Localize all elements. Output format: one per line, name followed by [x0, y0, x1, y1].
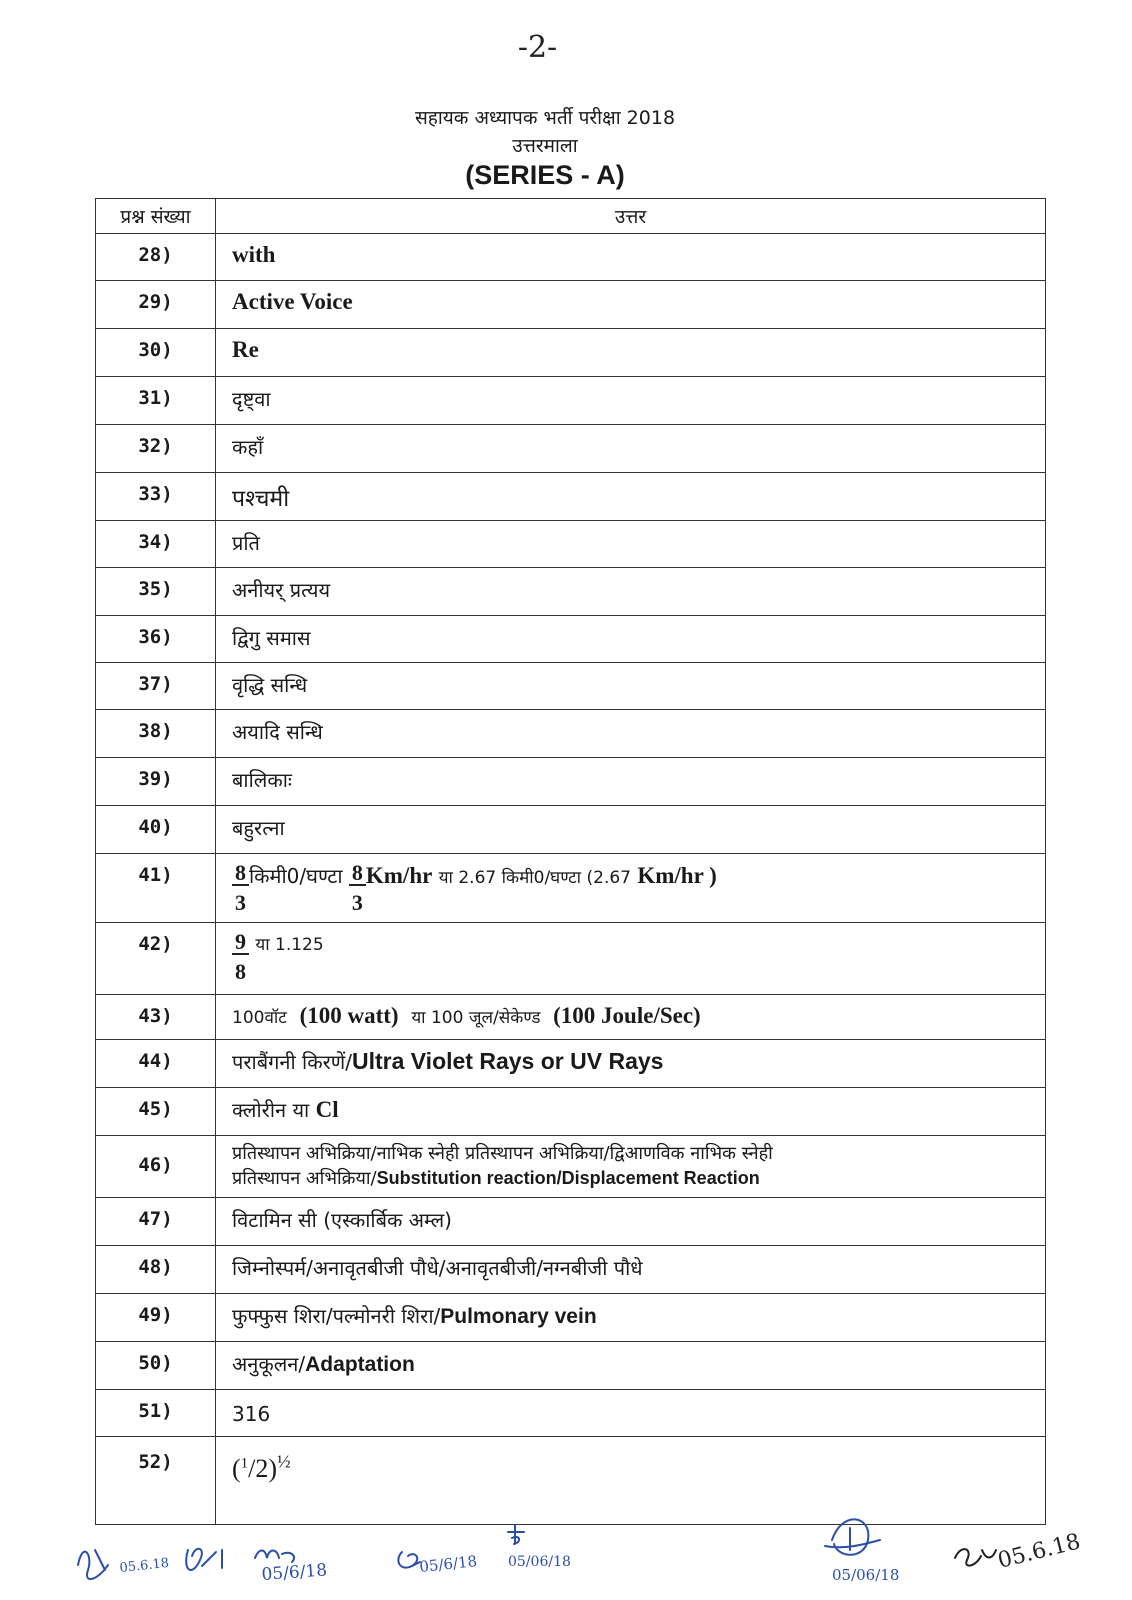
answer-text: विटामिन सी (एस्कार्बिक अम्ल) — [216, 1198, 1046, 1246]
answer-text-en: Substitution reaction/Displacement Reaction — [376, 1168, 760, 1189]
question-number: 40) — [96, 806, 216, 854]
question-number: 45) — [96, 1088, 216, 1136]
answer-text-en: Pulmonary vein — [440, 1305, 597, 1328]
question-number: 48) — [96, 1246, 216, 1294]
answer-cell — [216, 995, 1046, 1040]
answer-text: अयादि सन्धि — [216, 710, 1046, 758]
answer-text: प्रतिस्थापन अभिक्रिया/ — [232, 1168, 377, 1190]
answer-header: उत्तर — [216, 199, 1046, 234]
question-number: 43) — [96, 995, 216, 1040]
question-number: 28) — [96, 234, 216, 281]
table-row — [96, 377, 1046, 425]
answer-text: द्विगु समास — [216, 616, 1046, 663]
question-number: 51) — [96, 1390, 216, 1437]
table-row — [96, 1390, 1046, 1437]
answer-text: या 1.125 — [255, 935, 324, 955]
signature-date: 05/06/18 — [508, 1554, 571, 1570]
answer-text: या 2.67 किमी0/घण्टा (2.67 — [438, 868, 631, 888]
signature-3 — [255, 1551, 328, 1585]
answer-text: अनुकूलन/ — [232, 1352, 306, 1376]
answer-key-label: उत्तरमाला — [512, 135, 578, 157]
signature-7 — [955, 1529, 1083, 1574]
answer-text: किमी0/घण्टा — [249, 864, 343, 888]
table-row — [96, 1246, 1046, 1294]
answer-text-en: Adaptation — [305, 1353, 415, 1376]
table-row — [96, 1088, 1046, 1136]
signature-date: 05/6/18 — [260, 1560, 328, 1585]
fraction-numerator: 8 — [232, 862, 249, 886]
question-number: 33) — [96, 473, 216, 521]
answer-cell — [216, 854, 1046, 923]
table-row — [96, 758, 1046, 806]
question-number: 29) — [96, 281, 216, 329]
signature-date: 05/06/18 — [832, 1566, 900, 1584]
answer-text: कहाँ — [216, 425, 1046, 473]
fraction-denominator: 3 — [235, 890, 246, 915]
signature-1 — [78, 1550, 170, 1579]
question-number: 42) — [96, 923, 216, 995]
answer-unit: Km/hr ) — [637, 863, 717, 888]
table-row — [96, 1040, 1046, 1088]
question-number-header: प्रश्न संख्या — [96, 199, 216, 234]
table-header-row — [96, 199, 1046, 234]
answer-cell — [216, 1294, 1046, 1342]
question-number: 44) — [96, 1040, 216, 1088]
question-number: 37) — [96, 663, 216, 710]
table-row — [96, 1342, 1046, 1390]
answer-text: 316 — [216, 1390, 1046, 1437]
question-number: 35) — [96, 568, 216, 616]
answer-text: फुफ्फुस शिरा/पल्मोनरी शिरा/ — [232, 1304, 441, 1328]
answer-text: प्रतिस्थापन अभिक्रिया/नाभिक स्नेही प्रतिस्थापन अभिक्रिया/द्विआणविक नाभिक स्नेही — [232, 1143, 773, 1164]
answer-text-en: (100 Joule/Sec) — [553, 1003, 701, 1028]
table-row — [96, 329, 1046, 377]
page-number: -2- — [517, 30, 558, 65]
table-row — [96, 425, 1046, 473]
answer-cell — [216, 923, 1046, 995]
question-number: 41) — [96, 854, 216, 923]
answer-cell — [216, 1342, 1046, 1390]
table-row — [96, 995, 1046, 1040]
signature-5 — [508, 1525, 571, 1570]
question-number: 30) — [96, 329, 216, 377]
signature-date: 05.6.18 — [118, 1555, 170, 1576]
table-row — [96, 1198, 1046, 1246]
question-number: 47) — [96, 1198, 216, 1246]
exam-title: सहायक अध्यापक भर्ती परीक्षा 2018 — [414, 107, 676, 129]
answer-cell — [216, 1136, 1046, 1198]
table-row — [96, 710, 1046, 758]
answer-cell — [216, 1088, 1046, 1136]
question-number: 49) — [96, 1294, 216, 1342]
answer-unit: Km/hr — [365, 863, 433, 888]
question-number: 39) — [96, 758, 216, 806]
answer-text: पश्चमी — [216, 473, 1046, 521]
answer-text: जिम्नोस्पर्म/अनावृतबीजी पौधे/अनावृतबीजी/नग्नबीजी पौधे — [216, 1246, 1046, 1294]
signature-4 — [398, 1552, 478, 1576]
table-row — [96, 1294, 1046, 1342]
answer-text: Re — [232, 337, 259, 362]
answer-text-en: Cl — [315, 1097, 339, 1122]
question-number: 36) — [96, 616, 216, 663]
signature-2 — [186, 1549, 222, 1570]
answer-text: बहुरत्ना — [216, 806, 1046, 854]
table-row — [96, 663, 1046, 710]
answer-text: अनीयर् प्रत्यय — [216, 568, 1046, 616]
table-row — [96, 1136, 1046, 1198]
answer-text: दृष्ट्वा — [216, 377, 1046, 425]
answer-text: पराबैंगनी किरणें/ — [232, 1050, 352, 1074]
question-number: 46) — [96, 1136, 216, 1198]
question-number: 32) — [96, 425, 216, 473]
fraction-numerator: 9 — [232, 931, 249, 955]
question-number: 34) — [96, 521, 216, 568]
fraction-denominator: 8 — [235, 959, 246, 984]
table-row — [96, 234, 1046, 281]
series-label: (SERIES - A) — [465, 160, 625, 190]
question-number: 50) — [96, 1342, 216, 1390]
table-row — [96, 473, 1046, 521]
signatures — [0, 1480, 1132, 1600]
question-number: 52) — [96, 1437, 216, 1525]
answer-math: $(^1/2)^{\frac{1}{2}}$ — [232, 1451, 291, 1483]
signature-date: 05.6.18 — [995, 1529, 1083, 1574]
table-row — [96, 521, 1046, 568]
table-row — [96, 923, 1046, 995]
table-row — [96, 854, 1046, 923]
answer-table — [95, 198, 1046, 1525]
answer-cell — [216, 1040, 1046, 1088]
answer-text: प्रति — [216, 521, 1046, 568]
fraction-numerator: 8 — [349, 862, 366, 886]
answer-text-en: (100 watt) — [299, 1003, 399, 1028]
answer-text: with — [232, 242, 276, 267]
answer-text: क्लोरीन या — [232, 1098, 310, 1122]
table-row — [96, 616, 1046, 663]
fraction — [349, 862, 366, 914]
signature-6 — [825, 1519, 899, 1584]
answer-text: बालिकाः — [216, 758, 1046, 806]
fraction — [232, 862, 249, 914]
question-number: 31) — [96, 377, 216, 425]
answer-text: Active Voice — [232, 289, 353, 314]
answer-text: 100वॉट — [232, 1008, 287, 1028]
signature-date: 05/6/18 — [418, 1552, 478, 1576]
answer-text: वृद्धि सन्धि — [216, 663, 1046, 710]
table-row — [96, 806, 1046, 854]
answer-text-en: Ultra Violet Rays or UV Rays — [351, 1048, 664, 1074]
table-row — [96, 281, 1046, 329]
question-number: 38) — [96, 710, 216, 758]
answer-text: या 100 जूल/सेकेण्ड — [411, 1008, 541, 1028]
fraction — [232, 931, 249, 983]
table-row — [96, 568, 1046, 616]
fraction-denominator: 3 — [351, 890, 363, 915]
